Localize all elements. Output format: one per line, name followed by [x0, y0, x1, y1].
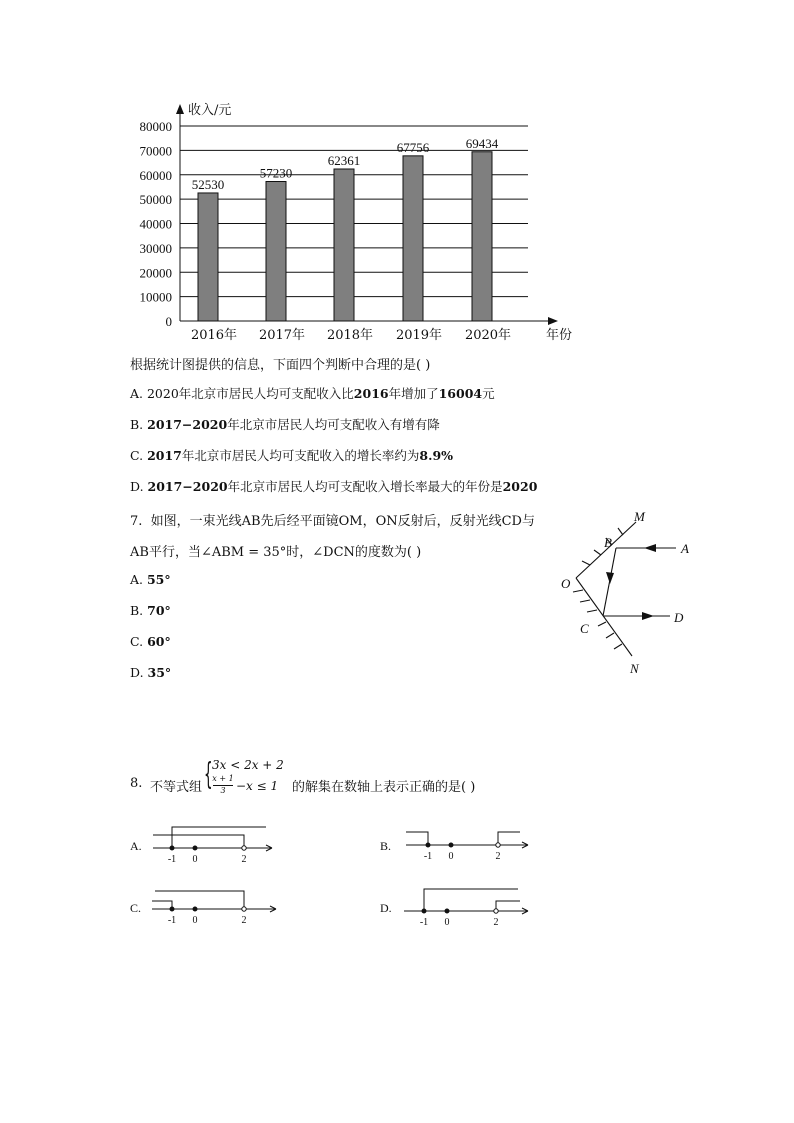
q6-option-mid: 年北京市居民人均可支配收入增长率最大的年份是: [227, 479, 503, 494]
q8-b-tick-0: 0: [448, 851, 454, 862]
bar-2016年: [198, 193, 218, 321]
bar-2017年: [266, 182, 286, 321]
q6-option-pre: 2020年北京市居民人均可支配收入比: [146, 386, 354, 401]
y-axis-arrow: [176, 104, 184, 114]
x-tick-label: 2020年: [464, 328, 512, 343]
q7-option-b[interactable]: [130, 603, 171, 618]
q8-b-tick-2: 2: [495, 851, 501, 862]
q8-option-b: [406, 832, 528, 848]
income-bar-chart: [0, 0, 794, 350]
q6-option-mid: 年北京市居民人均可支配收入的增长率约为: [181, 448, 420, 463]
bar-value-label: 67756: [396, 139, 430, 155]
y-tick-label: 70000: [139, 143, 172, 159]
q6-option-label: D.: [130, 479, 148, 494]
arrow-bc: [606, 572, 614, 584]
q8-ineq2-rest: −x ≤ 1: [236, 779, 279, 793]
q6-option-num2: 16004: [438, 386, 483, 401]
q7-option-label: D.: [130, 665, 148, 680]
x-axis-arrow: [548, 317, 558, 325]
bar-2018年: [334, 169, 354, 321]
label-c: C: [580, 621, 589, 636]
q6-option-a[interactable]: [130, 384, 495, 402]
x-tick-label: 2019年: [395, 328, 443, 343]
q7-text1: 如图，一束光线AB先后经平面镜OM，ON反射后，反射光线CD与: [150, 514, 535, 529]
q8-opt-d-label: D.: [380, 901, 392, 915]
y-axis-title: 收入/元: [188, 103, 232, 118]
y-tick-label: 60000: [139, 167, 172, 183]
label-o: O: [561, 576, 571, 591]
label-d: D: [674, 610, 684, 625]
bar-value-label: 52530: [191, 176, 225, 192]
q6-option-num1: 2017: [147, 448, 182, 463]
q8-a-tick-2: 2: [241, 854, 247, 865]
label-b: B: [604, 535, 612, 550]
q8-c-tick-m1: -1: [167, 915, 177, 926]
q8-pre: 不等式组: [150, 780, 203, 795]
q7-option-d[interactable]: [130, 665, 171, 680]
y-tick-label: 40000: [139, 216, 172, 232]
label-n: N: [630, 661, 639, 676]
q8-d-tick-2: 2: [493, 917, 499, 928]
q8-c-tick-0: 0: [192, 915, 198, 926]
q6-option-mid: 年增加了: [388, 386, 439, 401]
q8-opt-a-label: A.: [130, 839, 142, 853]
bar-2020年: [472, 152, 492, 321]
q8-c-tick-2: 2: [241, 915, 247, 926]
bar-value-label: 62361: [327, 152, 361, 168]
q7-option-a[interactable]: [130, 572, 171, 587]
q6-option-label: A.: [130, 386, 147, 401]
q6-option-d[interactable]: [130, 477, 537, 495]
q7-line2: AB平行，当∠ABM = 35°时，∠DCN的度数为( ): [130, 545, 422, 560]
q8-brace: {: [204, 757, 213, 792]
q6-stem: 根据统计图提供的信息，下面四个判断中合理的是( ): [130, 358, 431, 373]
y-tick-label: 10000: [139, 289, 172, 305]
q8-number-lines: [0, 810, 794, 940]
bar-value-label: 69434: [465, 135, 499, 151]
bar-value-label: 57230: [259, 165, 293, 181]
q8-a-tick-m1: -1: [167, 854, 177, 865]
label-a: A: [681, 541, 689, 556]
q8-d-tick-0: 0: [444, 917, 450, 928]
q6-option-c[interactable]: [130, 446, 453, 464]
q8-post: 的解集在数轴上表示正确的是( ): [292, 780, 476, 795]
q8-frac-den: 3: [220, 786, 226, 795]
mirror-om: [576, 522, 636, 578]
q6-option-num1: 2017−2020: [147, 479, 228, 494]
x-tick-label: 2016年: [190, 328, 238, 343]
arrow-ab: [644, 544, 656, 552]
x-tick-label: 2017年: [258, 328, 306, 343]
q8-opt-c-label: C.: [130, 901, 142, 915]
q7-line1: [130, 510, 535, 529]
x-tick-label: 2018年: [326, 328, 374, 343]
q8-opt-b-label: B.: [380, 839, 392, 853]
q7-option-value: 70°: [147, 603, 171, 618]
q8-option-a: [153, 827, 272, 851]
q7-mirror-figure: [545, 505, 705, 685]
q6-option-num1: 2017−2020: [147, 417, 228, 432]
q7-option-value: 60°: [147, 634, 171, 649]
y-tick-label: 0: [165, 314, 172, 329]
q6-option-mid: 年北京市居民人均可支配收入有增有降: [227, 417, 440, 432]
y-tick-label: 50000: [139, 192, 172, 208]
mirror-on: [576, 578, 632, 656]
y-tick-label: 20000: [139, 265, 172, 281]
q6-option-num1: 2016: [353, 386, 389, 401]
q8-frac-num: x + 1: [212, 774, 234, 783]
q6-option-post: 元: [482, 386, 495, 401]
q8-ineq1: 3x < 2x + 2: [212, 758, 284, 772]
q8-b-tick-m1: -1: [423, 851, 433, 862]
q7-option-c[interactable]: [130, 634, 171, 649]
q7-option-label: A.: [130, 572, 147, 587]
q6-option-b[interactable]: [130, 415, 440, 433]
q8-option-c: [152, 891, 276, 912]
q8-a-tick-0: 0: [192, 854, 198, 865]
q7-option-label: B.: [130, 603, 148, 618]
q7-option-value: 55°: [146, 572, 171, 587]
q7-option-value: 35°: [147, 665, 172, 680]
y-tick-label: 80000: [139, 119, 172, 134]
q6-option-num2: 8.9%: [419, 448, 454, 463]
q6-option-num2: 2020: [502, 479, 538, 494]
q8-number: 8.: [130, 776, 143, 791]
q8-option-d: [404, 889, 528, 914]
y-tick-label: 30000: [139, 240, 172, 256]
label-m: M: [634, 509, 645, 524]
q7-option-label: C.: [130, 634, 148, 649]
q6-option-label: C.: [130, 448, 148, 463]
q6-option-label: B.: [130, 417, 148, 432]
arrow-cd: [642, 612, 654, 620]
bar-2019年: [403, 156, 423, 321]
q7-number: 7.: [130, 514, 143, 529]
x-axis-title: 年份: [546, 328, 573, 343]
q8-d-tick-m1: -1: [419, 917, 429, 928]
